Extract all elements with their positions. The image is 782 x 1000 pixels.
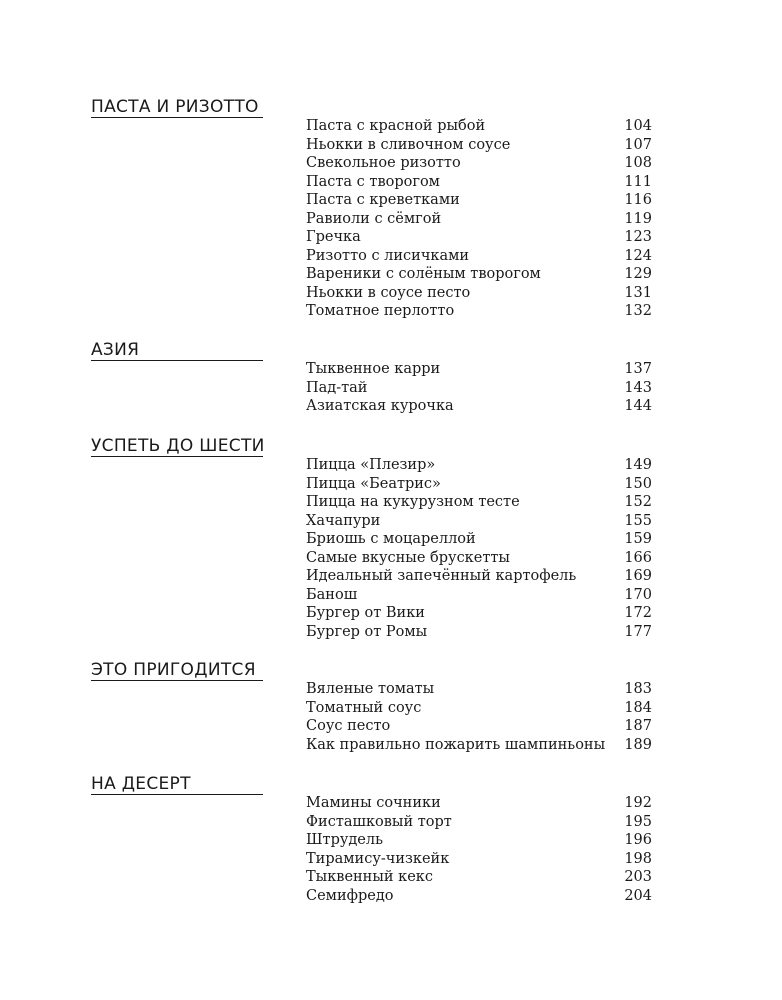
entry-list xyxy=(306,794,652,905)
entry-page-number: 155 xyxy=(624,512,652,529)
entry-page-number: 123 xyxy=(624,229,652,245)
toc-entry xyxy=(306,475,652,494)
entry-title: Вяленые томаты xyxy=(306,681,435,697)
toc-entry xyxy=(306,265,652,284)
entry-title: Паста с творогом xyxy=(306,173,440,190)
entry-title: Тирамису-чизкейк xyxy=(306,850,450,867)
entry-page-number: 183 xyxy=(624,681,652,697)
toc-entry xyxy=(306,623,652,642)
entry-title: Соус песто xyxy=(306,718,391,734)
entry-page-number: 111 xyxy=(624,173,652,190)
toc-entry xyxy=(306,604,652,623)
entry-page-number: 144 xyxy=(624,398,652,414)
toc-entry xyxy=(306,379,652,398)
section-heading: АЗИЯ xyxy=(91,340,263,361)
entry-list xyxy=(306,456,652,641)
toc-entry xyxy=(306,493,652,512)
toc-entry xyxy=(306,210,652,229)
toc-entry xyxy=(306,284,652,303)
entry-title: Ньокки в соусе песто xyxy=(306,284,471,301)
entry-page-number: 104 xyxy=(624,118,652,134)
toc-entry xyxy=(306,173,652,192)
toc-entry xyxy=(306,887,652,906)
entry-page-number: 124 xyxy=(624,247,652,264)
entry-page-number: 150 xyxy=(624,475,652,492)
toc-entry xyxy=(306,699,652,718)
toc-entry xyxy=(306,868,652,887)
entry-title: Самые вкусные брускетты xyxy=(306,549,510,566)
entry-title: Семифредо xyxy=(306,887,394,904)
entry-page-number: 204 xyxy=(624,887,652,904)
entry-title: Гречка xyxy=(306,229,361,245)
toc-entry xyxy=(306,831,652,850)
toc-entry xyxy=(306,680,652,699)
entry-title: Томатный соус xyxy=(306,699,422,716)
entry-title: Банош xyxy=(306,586,358,603)
section-heading: ПАСТА И РИЗОТТО xyxy=(91,97,263,118)
entry-title: Вареники с солёным творогом xyxy=(306,266,541,282)
entry-page-number: 107 xyxy=(624,136,652,153)
entry-title: Хачапури xyxy=(306,512,381,529)
toc-entry xyxy=(306,586,652,605)
entry-title: Ньокки в сливочном соусе xyxy=(306,136,511,153)
entry-page-number: 119 xyxy=(624,210,652,227)
toc-entry xyxy=(306,247,652,266)
entry-title: Томатное перлотто xyxy=(306,303,455,319)
entry-page-number: 108 xyxy=(624,155,652,171)
entry-page-number: 184 xyxy=(624,699,652,716)
entry-page-number: 166 xyxy=(624,549,652,566)
entry-title: Бриошь с моцареллой xyxy=(306,531,476,547)
entry-title: Мамины сочники xyxy=(306,795,441,811)
section-heading: ЭТО ПРИГОДИТСЯ xyxy=(91,660,263,681)
entry-page-number: 129 xyxy=(624,266,652,282)
toc-entry xyxy=(306,850,652,869)
entry-page-number: 170 xyxy=(624,586,652,603)
entry-page-number: 196 xyxy=(624,832,652,848)
entry-page-number: 116 xyxy=(624,192,652,208)
entry-title: Фисташковый торт xyxy=(306,813,452,830)
toc-entry xyxy=(306,717,652,736)
entry-page-number: 143 xyxy=(624,379,652,396)
entry-page-number: 131 xyxy=(624,284,652,301)
entry-page-number: 177 xyxy=(624,623,652,640)
entry-list xyxy=(306,680,652,754)
toc-entry xyxy=(306,397,652,416)
toc-entry xyxy=(306,512,652,531)
entry-title: Тыквенный кекс xyxy=(306,869,433,885)
section-heading: НА ДЕСЕРТ xyxy=(91,774,263,795)
toc-entry xyxy=(306,567,652,586)
toc-entry xyxy=(306,456,652,475)
entry-page-number: 149 xyxy=(624,457,652,473)
entry-page-number: 187 xyxy=(624,718,652,734)
entry-title: Пад-тай xyxy=(306,379,368,396)
entry-list xyxy=(306,117,652,321)
entry-page-number: 192 xyxy=(624,795,652,811)
toc-entry xyxy=(306,549,652,568)
entry-title: Бургер от Ромы xyxy=(306,623,428,640)
toc-entry xyxy=(306,154,652,173)
entry-page-number: 172 xyxy=(624,605,652,621)
entry-title: Бургер от Вики xyxy=(306,605,425,621)
entry-page-number: 189 xyxy=(624,736,652,753)
entry-title: Как правильно пожарить шампиньоны xyxy=(306,736,606,753)
toc-entry xyxy=(306,794,652,813)
entry-page-number: 137 xyxy=(624,361,652,377)
entry-title: Штрудель xyxy=(306,832,383,848)
toc-entry xyxy=(306,302,652,321)
entry-title: Свекольное ризотто xyxy=(306,155,461,171)
toc-entry xyxy=(306,530,652,549)
toc-entry xyxy=(306,191,652,210)
entry-title: Равиоли с сёмгой xyxy=(306,210,442,227)
toc-entry xyxy=(306,360,652,379)
toc-entry xyxy=(306,736,652,755)
toc-entry xyxy=(306,136,652,155)
section-heading: УСПЕТЬ ДО ШЕСТИ xyxy=(91,436,265,456)
toc-entry xyxy=(306,228,652,247)
entry-title: Азиатская курочка xyxy=(306,398,454,414)
entry-title: Ризотто с лисичками xyxy=(306,247,470,264)
entry-title: Тыквенное карри xyxy=(306,361,441,377)
entry-page-number: 152 xyxy=(624,494,652,510)
entry-page-number: 198 xyxy=(624,850,652,867)
entry-page-number: 159 xyxy=(624,531,652,547)
entry-list xyxy=(306,360,652,416)
entry-title: Паста с креветками xyxy=(306,192,460,208)
entry-page-number: 195 xyxy=(624,813,652,830)
entry-page-number: 132 xyxy=(624,303,652,319)
toc-entry xyxy=(306,813,652,832)
entry-title: Паста с красной рыбой xyxy=(306,118,486,134)
entry-page-number: 169 xyxy=(624,568,652,584)
entry-page-number: 203 xyxy=(624,869,652,885)
entry-title: Идеальный запечённый картофель xyxy=(306,568,577,584)
toc-entry xyxy=(306,117,652,136)
entry-title: Пицца на кукурузном тесте xyxy=(306,494,520,510)
entry-title: Пицца «Плезир» xyxy=(306,457,436,473)
entry-title: Пицца «Беатрис» xyxy=(306,475,441,492)
